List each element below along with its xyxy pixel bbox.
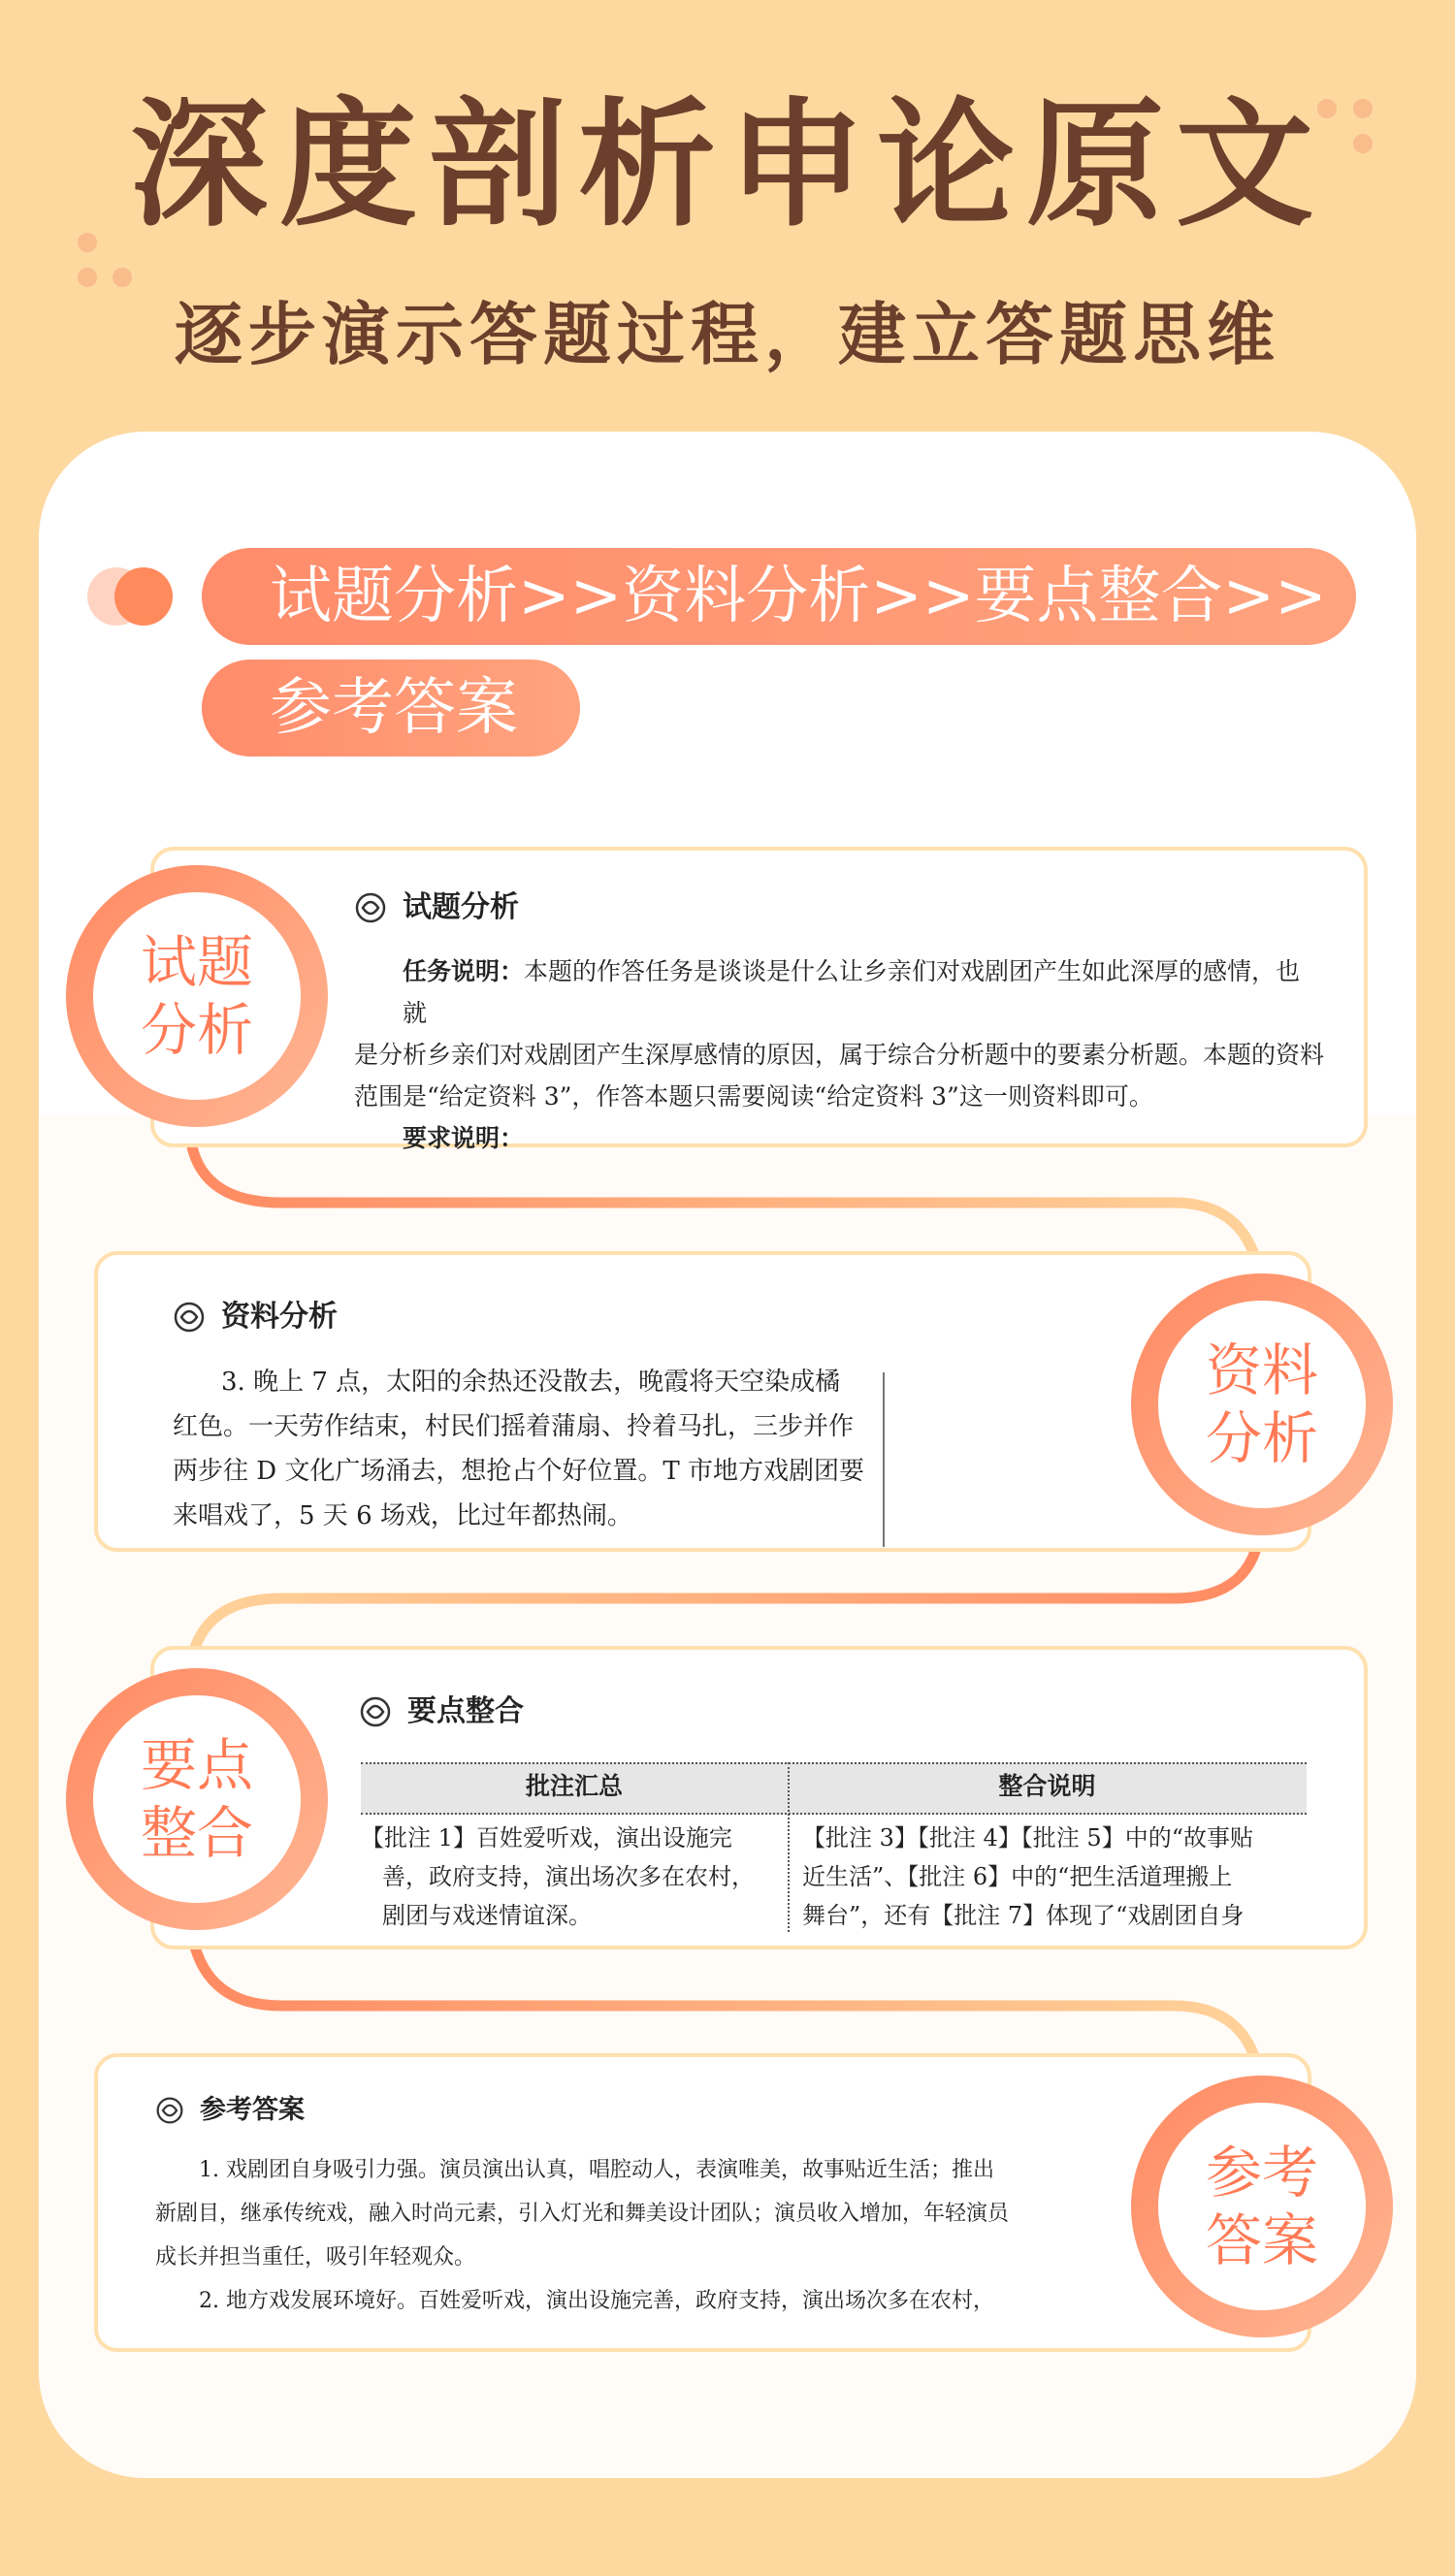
task-line: 是分析乡亲们对戏剧团产生深厚感情的原因，属于综合分析题中的要素分析题。本题的资料 <box>354 1041 1325 1069</box>
section-icon <box>155 2096 184 2125</box>
material-divider <box>883 1372 885 1547</box>
analysis-badge-line1: 试题 <box>140 929 253 995</box>
page-subtitle: 逐步演示答题过程，建立答题思维 <box>175 295 1280 374</box>
section-icon <box>354 891 387 924</box>
req-label: 要求说明： <box>403 1124 525 1152</box>
material-badge-line2: 分析 <box>1205 1405 1318 1471</box>
section-icon <box>173 1301 206 1334</box>
cell-line: 【批注 1】百姓爱听戏，演出设施完 <box>361 1824 732 1852</box>
task-line: 范围是“给定资料 3”，作答本题只需要阅读“给定资料 3”这一则资料即可。 <box>354 1082 1153 1111</box>
points-badge-line1: 要点 <box>140 1732 253 1798</box>
points-badge-line2: 整合 <box>140 1800 253 1866</box>
process-pill-steps: 试题分析>>资料分析>>要点整合>> <box>202 548 1356 645</box>
cell-line: 剧团与戏迷情谊深。 <box>382 1902 592 1929</box>
task-line: 本题的作答任务是谈谈是什么让乡亲们对戏剧团产生如此深厚的感情，也就 <box>403 957 1301 1027</box>
points-badge <box>66 1668 328 1930</box>
material-line: 两步往 D 文化广场涌去，想抢占个好位置。T 市地方戏剧团要 <box>173 1457 864 1486</box>
points-table <box>361 1762 1307 1932</box>
answer-line: 成长并担当重任，吸引年轻观众。 <box>155 2245 476 2270</box>
material-badge-line1: 资料 <box>1205 1337 1318 1403</box>
analysis-badge-line2: 分析 <box>140 997 253 1063</box>
material-heading-text: 资料分析 <box>221 1300 338 1334</box>
cell-line: 善，政府支持，演出场次多在农村， <box>382 1863 755 1890</box>
answer-text <box>155 2148 1077 2323</box>
answer-badge-line1: 参考 <box>1205 2140 1318 2206</box>
material-line: 红色。一天劳作结束，村民们摇着蒲扇、拎着马扎，三步并作 <box>173 1412 855 1441</box>
answer-badge-line2: 答案 <box>1205 2207 1318 2273</box>
table-divider <box>788 1762 790 1932</box>
table-col2-cell <box>802 1819 1307 1935</box>
process-pill-answer: 参考答案 <box>202 660 580 757</box>
points-heading <box>359 1692 524 1731</box>
task-label: 任务说明： <box>403 957 525 985</box>
material-badge <box>1131 1273 1393 1535</box>
cell-line: 【批注 3】【批注 4】【批注 5】中的“故事贴 <box>802 1824 1253 1852</box>
table-col2-header: 整合说明 <box>998 1772 1096 1800</box>
cell-line: 近生活”、【批注 6】中的“把生活道理搬上 <box>802 1863 1233 1890</box>
material-line: 来唱戏了，5 天 6 场戏，比过年都热闹。 <box>173 1501 632 1530</box>
answer-line: 1. 戏剧团自身吸引力强。演员演出认真，唱腔动人，表演唯美，故事贴近生活；推出 <box>199 2158 994 2182</box>
material-line: 3. 晚上 7 点，太阳的余热还没散去，晚霞将天空染成橘 <box>221 1368 841 1397</box>
material-text <box>173 1360 871 1538</box>
page-title: 深度剖析申论原文 <box>130 85 1325 245</box>
answer-heading <box>155 2091 305 2130</box>
analysis-heading-text: 试题分析 <box>403 890 519 924</box>
answer-line: 2. 地方戏发展环境好。百姓爱听戏，演出设施完善，政府支持，演出场次多在农村， <box>199 2289 994 2313</box>
cell-line: 舞台”，还有【批注 7】体现了“戏剧团自身 <box>802 1902 1245 1929</box>
material-heading <box>173 1298 338 1336</box>
answer-badge <box>1131 2076 1393 2337</box>
table-col1-cell <box>361 1819 778 1935</box>
analysis-heading <box>354 888 519 927</box>
answer-line: 新剧目，继承传统戏，融入时尚元素，引入灯光和舞美设计团队；演员收入增加，年轻演员 <box>155 2202 1010 2226</box>
section-icon <box>359 1695 392 1728</box>
points-heading-text: 要点整合 <box>407 1694 524 1728</box>
analysis-badge <box>66 865 328 1127</box>
table-col1-header: 批注汇总 <box>525 1772 623 1800</box>
analysis-task <box>354 950 1324 1159</box>
answer-heading-text: 参考答案 <box>200 2095 305 2125</box>
